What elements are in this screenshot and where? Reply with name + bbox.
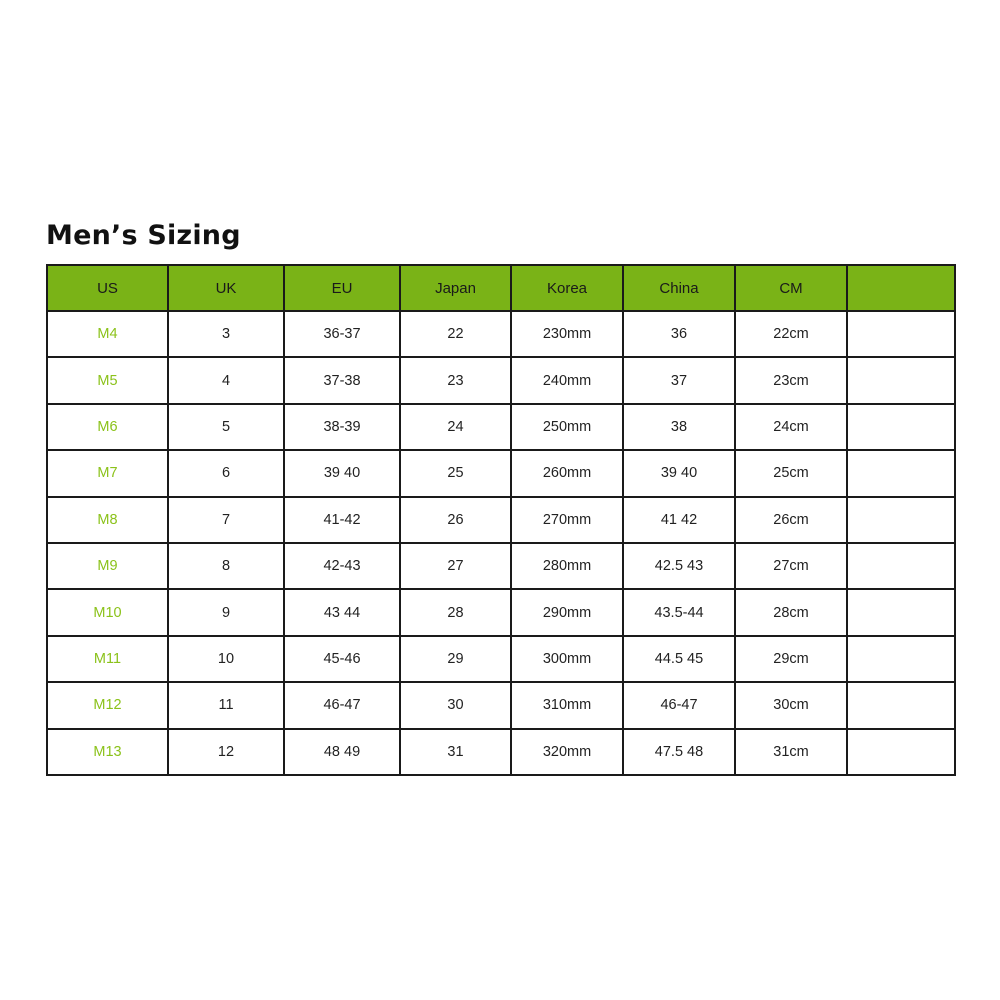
- cell-japan: 26: [400, 497, 511, 543]
- cell-us: M6: [47, 404, 168, 450]
- cell-us: M10: [47, 589, 168, 635]
- cell-uk: 10: [168, 636, 284, 682]
- table-row: [47, 497, 955, 543]
- header-japan: Japan: [400, 265, 511, 311]
- cell-empty: [847, 311, 955, 357]
- cell-uk: 6: [168, 450, 284, 496]
- cell-empty: [847, 589, 955, 635]
- cell-korea: 230mm: [511, 311, 623, 357]
- cell-us: M5: [47, 357, 168, 403]
- cell-korea: 260mm: [511, 450, 623, 496]
- cell-eu: 38-39: [284, 404, 400, 450]
- table-row: [47, 636, 955, 682]
- cell-uk: 3: [168, 311, 284, 357]
- cell-eu: 36-37: [284, 311, 400, 357]
- header-china: China: [623, 265, 735, 311]
- cell-china: 43.5-44: [623, 589, 735, 635]
- cell-eu: 37-38: [284, 357, 400, 403]
- cell-japan: 22: [400, 311, 511, 357]
- cell-empty: [847, 450, 955, 496]
- cell-korea: 280mm: [511, 543, 623, 589]
- cell-japan: 25: [400, 450, 511, 496]
- header-row: [47, 265, 955, 311]
- cell-empty: [847, 543, 955, 589]
- cell-eu: 43 44: [284, 589, 400, 635]
- cell-korea: 270mm: [511, 497, 623, 543]
- table-row: [47, 450, 955, 496]
- cell-eu: 45-46: [284, 636, 400, 682]
- cell-korea: 300mm: [511, 636, 623, 682]
- cell-japan: 30: [400, 682, 511, 728]
- cell-cm: 31cm: [735, 729, 847, 775]
- cell-eu: 46-47: [284, 682, 400, 728]
- cell-uk: 4: [168, 357, 284, 403]
- cell-cm: 27cm: [735, 543, 847, 589]
- header-eu: EU: [284, 265, 400, 311]
- cell-china: 41 42: [623, 497, 735, 543]
- cell-us: M12: [47, 682, 168, 728]
- cell-empty: [847, 729, 955, 775]
- header-uk: UK: [168, 265, 284, 311]
- table-row: [47, 404, 955, 450]
- cell-china: 44.5 45: [623, 636, 735, 682]
- cell-korea: 310mm: [511, 682, 623, 728]
- cell-uk: 12: [168, 729, 284, 775]
- cell-cm: 29cm: [735, 636, 847, 682]
- cell-china: 46-47: [623, 682, 735, 728]
- cell-china: 47.5 48: [623, 729, 735, 775]
- cell-china: 37: [623, 357, 735, 403]
- cell-china: 39 40: [623, 450, 735, 496]
- cell-china: 42.5 43: [623, 543, 735, 589]
- cell-us: M11: [47, 636, 168, 682]
- page-title: Men’s Sizing: [46, 220, 241, 251]
- header-korea: Korea: [511, 265, 623, 311]
- cell-cm: 24cm: [735, 404, 847, 450]
- cell-empty: [847, 682, 955, 728]
- cell-uk: 7: [168, 497, 284, 543]
- cell-eu: 48 49: [284, 729, 400, 775]
- header-empty: [847, 265, 955, 311]
- cell-japan: 24: [400, 404, 511, 450]
- cell-japan: 27: [400, 543, 511, 589]
- cell-empty: [847, 636, 955, 682]
- cell-korea: 250mm: [511, 404, 623, 450]
- cell-korea: 320mm: [511, 729, 623, 775]
- table-body: [47, 311, 955, 775]
- cell-cm: 26cm: [735, 497, 847, 543]
- cell-japan: 28: [400, 589, 511, 635]
- cell-cm: 30cm: [735, 682, 847, 728]
- cell-empty: [847, 357, 955, 403]
- table-row: [47, 682, 955, 728]
- cell-korea: 240mm: [511, 357, 623, 403]
- cell-cm: 23cm: [735, 357, 847, 403]
- cell-us: M8: [47, 497, 168, 543]
- cell-cm: 22cm: [735, 311, 847, 357]
- size-chart-table: [46, 264, 956, 776]
- table-row: [47, 729, 955, 775]
- cell-us: M4: [47, 311, 168, 357]
- cell-uk: 5: [168, 404, 284, 450]
- table-row: [47, 311, 955, 357]
- cell-uk: 9: [168, 589, 284, 635]
- cell-empty: [847, 404, 955, 450]
- cell-us: M13: [47, 729, 168, 775]
- cell-us: M7: [47, 450, 168, 496]
- cell-empty: [847, 497, 955, 543]
- cell-cm: 25cm: [735, 450, 847, 496]
- table-header: [47, 265, 955, 311]
- table-row: [47, 589, 955, 635]
- cell-japan: 23: [400, 357, 511, 403]
- header-us: US: [47, 265, 168, 311]
- table-row: [47, 357, 955, 403]
- cell-japan: 31: [400, 729, 511, 775]
- cell-china: 36: [623, 311, 735, 357]
- cell-uk: 11: [168, 682, 284, 728]
- cell-uk: 8: [168, 543, 284, 589]
- cell-eu: 42-43: [284, 543, 400, 589]
- cell-korea: 290mm: [511, 589, 623, 635]
- cell-eu: 41-42: [284, 497, 400, 543]
- cell-china: 38: [623, 404, 735, 450]
- cell-eu: 39 40: [284, 450, 400, 496]
- table-row: [47, 543, 955, 589]
- cell-us: M9: [47, 543, 168, 589]
- cell-japan: 29: [400, 636, 511, 682]
- header-cm: CM: [735, 265, 847, 311]
- cell-cm: 28cm: [735, 589, 847, 635]
